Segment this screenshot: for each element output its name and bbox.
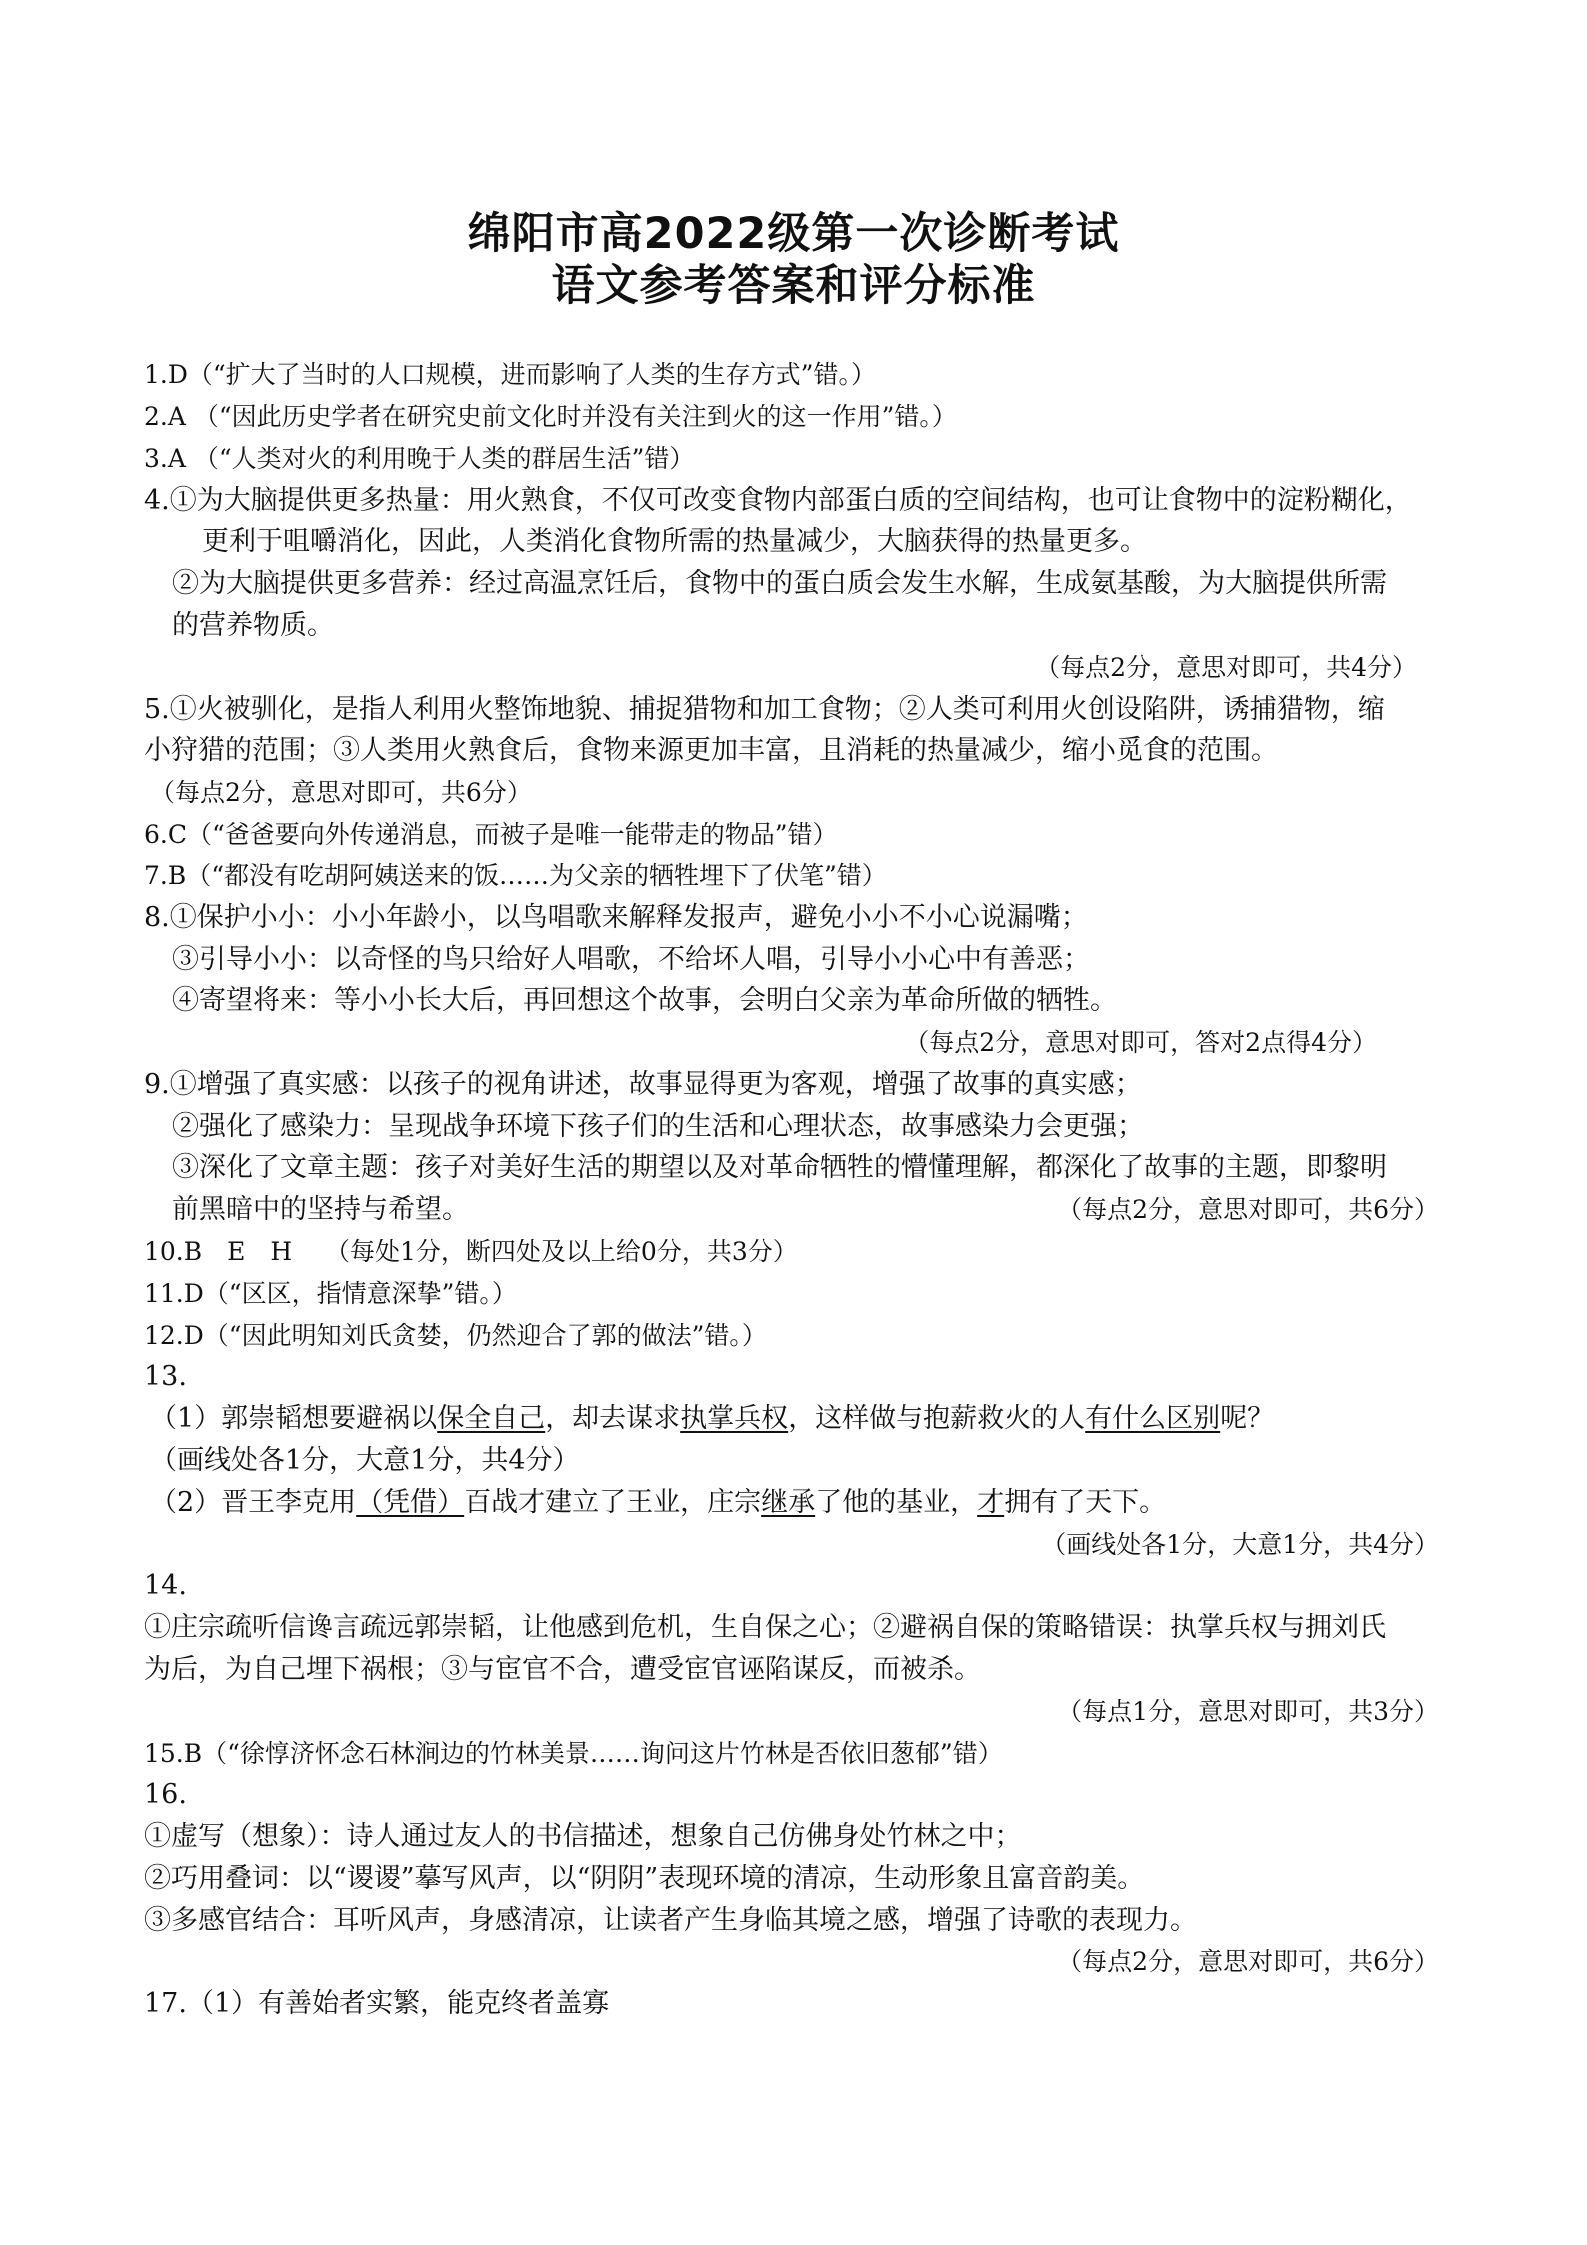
answer-q9-line3: ③深化了文章主题：孩子对美好生活的期望以及对革命牺牲的懵懂理解，都深化了故事的主题，即黎明 xyxy=(172,1152,1387,1183)
page-title: 绵阳市高2022级第一次诊断考试 xyxy=(467,209,1120,259)
answer-q15: 15.B（“徐惇济怀念石林涧边的竹林美景……询问这片竹林是否依旧葱郁”错） xyxy=(144,1739,1003,1768)
text-segment: 了他的基业， xyxy=(815,1487,978,1518)
answer-q16-line1: ①虚写（想象）：诗人通过友人的书信描述，想象自己仿佛身处竹林之中； xyxy=(144,1821,1022,1852)
answer-q11: 11.D（“区区，指情意深挚”错。） xyxy=(144,1279,517,1308)
answer-q4-line3: ②为大脑提供更多营养：经过高温烹饪后，食物中的蛋白质会发生水解，生成氨基酸，为大脑提供所需 xyxy=(172,568,1387,599)
answer-q13-part1 xyxy=(150,1401,1274,1437)
answer-q3: 3.A （“人类对火的利用晚于人类的群居生活”错） xyxy=(144,444,695,473)
answer-q13-part2 xyxy=(150,1485,1166,1521)
answer-q9-line1: 9.①增强了真实感：以孩子的视角讲述，故事显得更为客观，增强了故事的真实感； xyxy=(144,1069,1142,1100)
score-q9: （每点2分，意思对即可，共6分） xyxy=(1057,1195,1439,1224)
score-q13-part2: （画线处各1分，大意1分，共4分） xyxy=(1041,1530,1439,1559)
underlined-key-term: 才 xyxy=(977,1487,1005,1518)
underlined-key-term: 继承 xyxy=(761,1487,816,1518)
answer-q12: 12.D（“因此明知刘氏贪婪，仍然迎合了郭的做法”错。） xyxy=(144,1321,767,1350)
answer-q10: 10.B E H xyxy=(144,1237,293,1266)
answer-q16-line3: ③多感官结合：耳听风声，身感清凉，让读者产生身临其境之感，增强了诗歌的表现力。 xyxy=(144,1905,1197,1936)
answer-q16-number: 16. xyxy=(144,1779,187,1810)
answer-q10-note: （每处1分，断四处及以上给0分，共3分） xyxy=(325,1237,798,1266)
answer-q5-line2: 小狩猎的范围；③人类用火熟食后，食物来源更加丰富，且消耗的热量减少，缩小觅食的范围。 xyxy=(144,735,1278,766)
underlined-key-term: 有什么区别 xyxy=(1085,1403,1221,1434)
text-segment: ，却去谋求 xyxy=(545,1403,681,1434)
answer-q7: 7.B（“都没有吃胡阿姨送来的饭……为父亲的牺牲埋下了伏笔”错） xyxy=(144,861,887,890)
answer-q8-line1: 8.①保护小小：小小年龄小，以鸟唱歌来解释发报声，避免小小不小心说漏嘴； xyxy=(144,902,1088,933)
underlined-key-term: 保全自己 xyxy=(437,1403,546,1434)
score-q14: （每点1分，意思对即可，共3分） xyxy=(1057,1697,1439,1726)
answer-q1: 1.D（“扩大了当时的人口规模，进而影响了人类的生存方式”错。） xyxy=(144,360,876,389)
score-q8: （每点2分，意思对即可，答对2点得4分） xyxy=(904,1028,1377,1057)
underlined-key-term: 执掌兵权 xyxy=(680,1403,789,1434)
answer-q14-line1: ①庄宗疏听信谗言疏远郭崇韬，让他感到危机，生自保之心；②避祸自保的策略错误：执掌兵权与拥刘氏 xyxy=(144,1612,1386,1643)
answer-q6: 6.C（“爸爸要向外传递消息，而被子是唯一能带走的物品”错） xyxy=(144,820,838,849)
answer-q13-number: 13. xyxy=(144,1361,187,1392)
underlined-key-term: （凭借） xyxy=(356,1487,465,1518)
page-subtitle: 语文参考答案和评分标准 xyxy=(551,261,1036,311)
answer-q17: 17.（1）有善始者实繁，能克终者盖寡 xyxy=(144,1988,610,2019)
answer-q4-line4: 的营养物质。 xyxy=(172,610,334,641)
text-segment: 呢？ xyxy=(1220,1403,1275,1434)
answer-q14-line2: 为后，为自己埋下祸根；③与宦官不合，遭受宦官诬陷谋反，而被杀。 xyxy=(144,1654,981,1685)
text-segment: （2）晋王李克用 xyxy=(150,1487,357,1518)
text-segment: 百战才建立了王业，庄宗 xyxy=(464,1487,762,1518)
answer-q14-number: 14. xyxy=(144,1570,187,1601)
answer-q16-line2: ②巧用叠词：以“谡谡”摹写风声，以“阴阴”表现环境的清凉，生动形象且富音韵美。 xyxy=(144,1863,1145,1894)
answer-q2: 2.A （“因此历史学者在研究史前文化时并没有关注到火的这一作用”错。） xyxy=(144,402,957,431)
answer-q8-line2: ③引导小小：以奇怪的鸟只给好人唱歌，不给坏人唱，引导小小心中有善恶； xyxy=(172,944,1090,975)
answer-q9-line4: 前黑暗中的坚持与希望。 xyxy=(172,1194,469,1225)
answer-q5-line1: 5.①火被驯化，是指人利用火整饰地貌、捕捉猎物和加工食物；②人类可利用火创设陷阱，诱捕猎物，缩 xyxy=(144,694,1385,725)
score-q16: （每点2分，意思对即可，共6分） xyxy=(1057,1947,1439,1976)
score-q5: （每点2分，意思对即可，共6分） xyxy=(150,778,532,807)
answer-q4-line2: 更利于咀嚼消化，因此，人类消化食物所需的热量减少，大脑获得的热量更多。 xyxy=(202,526,1147,557)
answer-q8-line3: ④寄望将来：等小小长大后，再回想这个故事，会明白父亲为革命所做的牺牲。 xyxy=(172,985,1117,1016)
text-segment: （1）郭崇韬想要避祸以 xyxy=(150,1403,438,1434)
answer-q9-line2: ②强化了感染力：呈现战争环境下孩子们的生活和心理状态，故事感染力会更强； xyxy=(172,1111,1144,1142)
text-segment: ，这样做与抱薪救火的人 xyxy=(788,1403,1086,1434)
text-segment: 拥有了天下。 xyxy=(1004,1487,1167,1518)
answer-q4-line1: 4.①为大脑提供更多热量：用火熟食，不仅可改变食物内部蛋白质的空间结构，也可让食物中的淀粉糊化， xyxy=(144,485,1412,516)
score-q13-part1: （画线处各1分，大意1分，共4分） xyxy=(150,1445,580,1476)
score-q4: （每点2分，意思对即可，共4分） xyxy=(1035,653,1417,682)
